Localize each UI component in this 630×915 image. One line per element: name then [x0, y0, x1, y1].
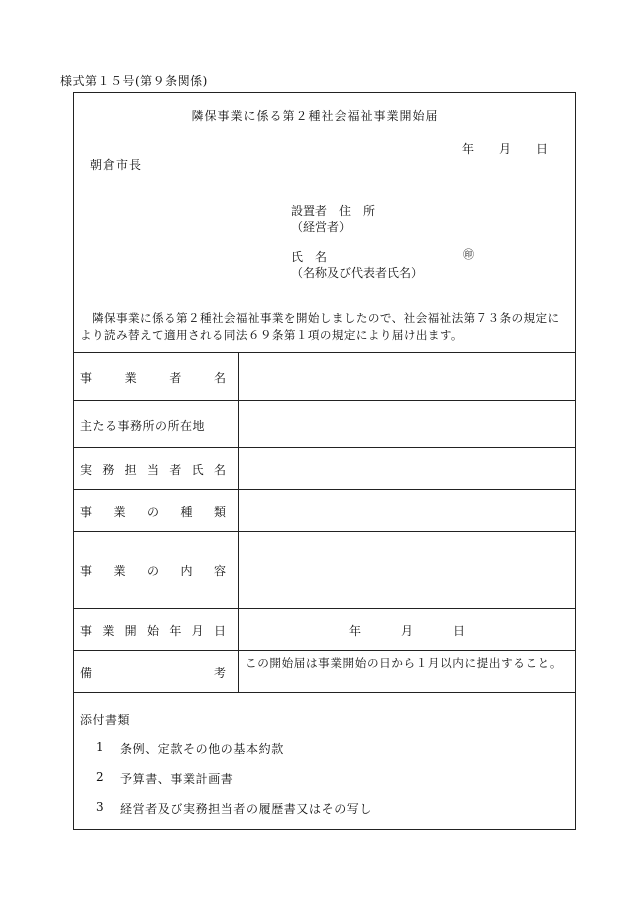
table-rule-top	[73, 352, 576, 353]
table-rule	[73, 650, 576, 651]
table-row-business-operator-label: 事 業 者 名	[80, 371, 226, 385]
form-number: 様式第１５号(第９条関係)	[60, 74, 208, 88]
document-title: 隣保事業に係る第２種社会福祉事業開始届	[191, 109, 439, 123]
table-rule	[73, 608, 576, 609]
table-row-main-office-label: 主たる事務所の所在地	[80, 419, 206, 433]
applicant-representative-label: （名称及び代表者氏名）	[291, 266, 424, 280]
applicant-address-label: 設置者 住 所	[291, 204, 376, 218]
start-date-month-label: 月	[400, 624, 413, 638]
table-row-business-content-label: 事 業 の 内 容	[80, 564, 226, 578]
date-day-label: 日	[535, 142, 548, 156]
attachment-item: 3 経営者及び実務担当者の履歴書又はその写し	[96, 800, 373, 816]
attachment-item: 2 予算書、事業計画書	[96, 770, 234, 786]
table-rule	[73, 531, 576, 532]
declaration-text: 隣保事業に係る第２種社会福祉事業を開始しましたので、社会福祉法第７３条の規定により読み替えて適用される同法６９条第１項の規定により届け出ます。	[80, 311, 560, 342]
submission-date	[462, 140, 548, 157]
table-rule-bottom	[73, 692, 576, 693]
remarks-text: この開始届は事業開始の日から１月以内に提出すること。	[245, 656, 563, 670]
table-row-remarks-label: 備 考	[80, 666, 226, 680]
date-month-label: 月	[498, 142, 511, 156]
table-rule	[73, 489, 576, 490]
addressee: 朝倉市長	[90, 158, 143, 172]
start-date-day-label: 日	[452, 624, 465, 638]
table-rule	[73, 400, 576, 401]
table-row-business-type-label: 事 業 の 種 類	[80, 505, 226, 519]
start-date-year-label: 年	[349, 624, 362, 638]
applicant-name-label: 氏 名	[291, 250, 328, 264]
table-rule	[73, 447, 576, 448]
start-date-field[interactable]	[349, 622, 465, 639]
table-row-staff-name-label: 実 務 担 当 者 氏 名	[80, 463, 226, 477]
table-column-divider	[238, 352, 239, 692]
table-row-start-date-label: 事 業 開 始 年 月 日	[80, 624, 226, 638]
attachments-heading: 添付書類	[80, 713, 131, 727]
date-year-label: 年	[462, 142, 475, 156]
seal-mark: ㊞	[463, 248, 474, 261]
applicant-operator-label: （経営者）	[291, 220, 352, 234]
attachment-item: 1 条例、定款その他の基本約款	[96, 740, 284, 756]
